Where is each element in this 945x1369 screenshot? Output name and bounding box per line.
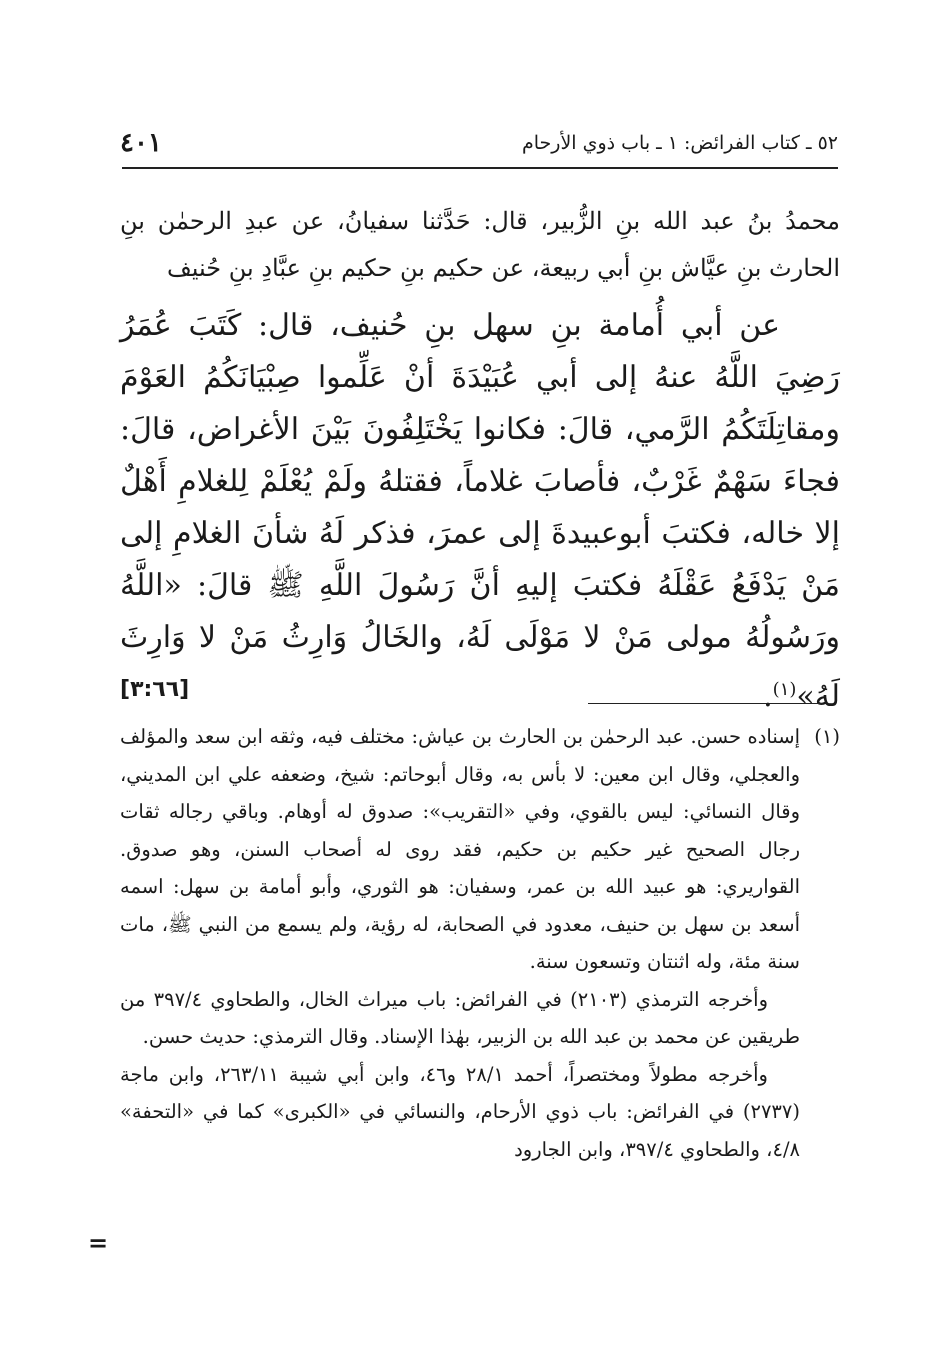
hadith-number: ٤٠١: [120, 128, 162, 158]
footnotes: [120, 718, 840, 1168]
continuation-mark: =: [88, 1228, 109, 1257]
matn-end: .: [763, 679, 773, 714]
page-header: [120, 128, 838, 158]
hadith-text: [120, 300, 840, 723]
footnote-1: [120, 718, 840, 981]
matn-paragraph: [120, 300, 840, 723]
footnote-divider: [588, 703, 823, 704]
footnote-ref: (١): [772, 679, 797, 700]
footnote-paragraph: إسناده حسن. عبد الرحمٰن بن الحارث بن عياش: مختلف فيه، وثقه ابن سعد والمؤلف والعجلي، وقال ابن معين: لا بأس به، وقال أبوحاتم: شيخ، وضعفه علي ابن المديني، وقال النسائي: ليس بالقوي، وفي «التقريب»: صدوق له أوهام. وباقي رجاله ثقات رجال الصحيح غير حكيم بن حكيم، فقد روى له أصحاب السنن، وهو صدوق. القواريري: هو عبيد الله بن عمر، وسفيان: هو الثوري، وأبو أمامة بن سهل: اسمه أسعد بن سهل بن حنيف، معدود في الصحابة، له رؤية، ولم يسمع من النبي ﷺ، مات سنة مئة، وله اثنتان وتسعون سنة.: [120, 725, 800, 973]
source-reference: [٣:٦٦]: [120, 677, 190, 702]
footnote-paragraph: وأخرجه الترمذي (٢١٠٣) في الفرائض: باب ميراث الخال، والطحاوي ٣٩٧/٤ من طريقين عن محمد بن عبد الله بن الزبير، بهٰذا الإسناد. وقال الترمذي: حديث حسن.: [120, 987, 800, 1048]
footnote-paragraph: وأخرجه مطولاً ومختصراً، أحمد ٢٨/١ و٤٦، وابن أبي شيبة ٢٦٣/١١، وابن ماجة (٢٧٣٧) في الفرائض: باب ذوي الأرحام، والنسائي في «الكبرى» كما في «التحفة» ٤/٨، والطحاوي ٣٩٧/٤، وابن الجارود: [120, 1062, 800, 1161]
header-divider: [122, 167, 838, 169]
matn-body: عن أبي أُمامة بنِ سهل بنِ حُنيف، قال: كَتَبَ عُمَرُ رَضِيَ اللَّهُ عنهُ إلى أبي عُبَيْدَةَ أنْ عَلِّموا صِبْيَانَكُمُ العَوْمَ ومقاتِلَتَكُمُ الرَّمي، قالَ: فكانوا يَخْتَلِفُونَ بَيْنَ الأغراض، قالَ: فجاءَ سَهْمٌ غَرْبٌ، فأصابَ غلاماً، فقتلهُ ولَمْ يُعْلَمْ لِلغلامِ أَهْلٌ إلا خاله، فكتبَ أبوعبيدةَ إلى عمرَ، فذكر لَهُ شأنَ الغلامِ إلى مَنْ يَدْفَعُ عَقْلَهُ فكتبَ إليهِ أنَّ رَسُولَ اللَّهِ ﷺ قالَ: «اللَّهُ ورَسُولُهُ مولى مَنْ لا مَوْلَى لَهُ، والخَالُ وَارِثُ مَنْ لا وَارِثَ لَهُ»: [120, 308, 840, 714]
isnad-chain: محمدُ بنُ عبد الله بنِ الزُّبير، قال: حَدَّثنا سفيانُ، عن عبدِ الرحمٰن بنِ الحارث بنِ عيَّاش بنِ أبي ربيعة، عن حكيم بنِ حكيم بنِ عبَّادِ بنِ حُنيف: [120, 207, 840, 282]
running-title: ٥٢ ـ كتاب الفرائض: ١ ـ باب ذوي الأرحام: [521, 132, 838, 154]
footnote-marker: (١): [814, 725, 840, 748]
